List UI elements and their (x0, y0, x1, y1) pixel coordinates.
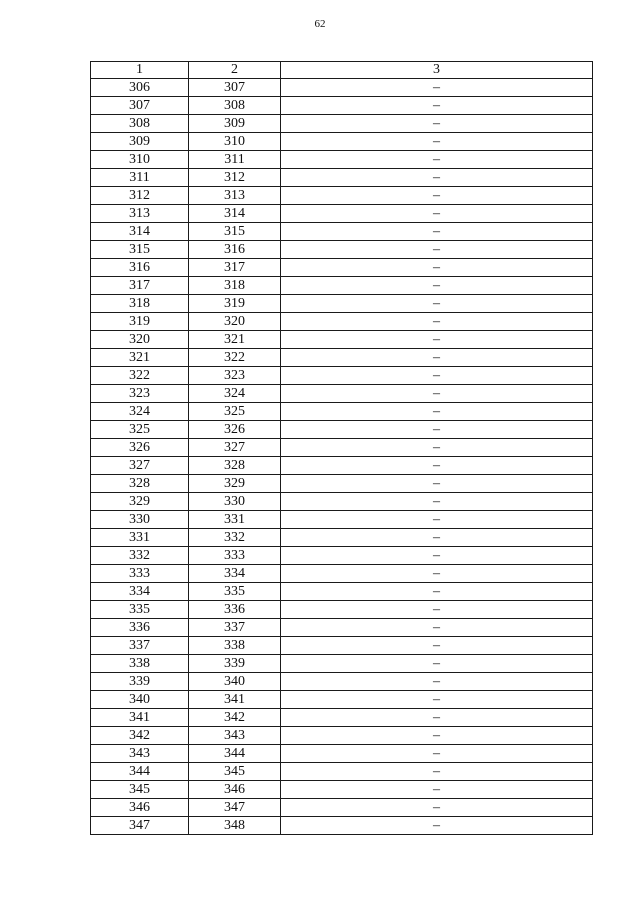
table-row (91, 187, 593, 205)
cell-col-2: 325 (189, 403, 281, 421)
cell-col-2: 319 (189, 295, 281, 313)
table-row (91, 223, 593, 241)
cell-col-3: – (281, 367, 593, 385)
table-row (91, 457, 593, 475)
cell-col-3: – (281, 457, 593, 475)
cell-col-2: 323 (189, 367, 281, 385)
cell-col-3: – (281, 781, 593, 799)
table-row (91, 133, 593, 151)
cell-col-1: 341 (91, 709, 189, 727)
table-row (91, 583, 593, 601)
cell-col-1: 307 (91, 97, 189, 115)
cell-col-3: – (281, 817, 593, 835)
cell-col-3: – (281, 511, 593, 529)
table-row (91, 511, 593, 529)
cell-col-3: – (281, 565, 593, 583)
cell-col-1: 334 (91, 583, 189, 601)
cell-col-2: 311 (189, 151, 281, 169)
cell-col-1: 314 (91, 223, 189, 241)
table-row (91, 367, 593, 385)
table-row (91, 529, 593, 547)
cell-col-1: 340 (91, 691, 189, 709)
table-row (91, 763, 593, 781)
cell-col-2: 322 (189, 349, 281, 367)
cell-col-3: – (281, 421, 593, 439)
cell-col-3: – (281, 619, 593, 637)
cell-col-2: 320 (189, 313, 281, 331)
table-row (91, 817, 593, 835)
table-body (91, 79, 593, 835)
cell-col-2: 310 (189, 133, 281, 151)
cell-col-1: 346 (91, 799, 189, 817)
cell-col-3: – (281, 655, 593, 673)
table-row (91, 421, 593, 439)
cell-col-1: 306 (91, 79, 189, 97)
table-row (91, 547, 593, 565)
cell-col-1: 337 (91, 637, 189, 655)
cell-col-2: 341 (189, 691, 281, 709)
cell-col-2: 346 (189, 781, 281, 799)
cell-col-3: – (281, 349, 593, 367)
cell-col-3: – (281, 295, 593, 313)
cell-col-2: 339 (189, 655, 281, 673)
cell-col-1: 333 (91, 565, 189, 583)
cell-col-2: 309 (189, 115, 281, 133)
cell-col-1: 317 (91, 277, 189, 295)
cell-col-3: – (281, 79, 593, 97)
cell-col-3: – (281, 745, 593, 763)
cell-col-3: – (281, 601, 593, 619)
cell-col-2: 343 (189, 727, 281, 745)
cell-col-2: 324 (189, 385, 281, 403)
table-row (91, 259, 593, 277)
cell-col-1: 312 (91, 187, 189, 205)
cell-col-1: 311 (91, 169, 189, 187)
column-header-2: 2 (189, 62, 281, 79)
table-row (91, 241, 593, 259)
cell-col-2: 335 (189, 583, 281, 601)
cell-col-2: 347 (189, 799, 281, 817)
cell-col-3: – (281, 385, 593, 403)
cell-col-1: 318 (91, 295, 189, 313)
cell-col-2: 334 (189, 565, 281, 583)
table-row (91, 295, 593, 313)
cell-col-3: – (281, 187, 593, 205)
cell-col-1: 345 (91, 781, 189, 799)
cell-col-3: – (281, 259, 593, 277)
table-row (91, 745, 593, 763)
cell-col-1: 316 (91, 259, 189, 277)
table-row (91, 169, 593, 187)
cell-col-3: – (281, 673, 593, 691)
cell-col-1: 323 (91, 385, 189, 403)
cell-col-2: 345 (189, 763, 281, 781)
cell-col-2: 328 (189, 457, 281, 475)
table-row (91, 619, 593, 637)
cell-col-1: 344 (91, 763, 189, 781)
cell-col-3: – (281, 709, 593, 727)
cell-col-1: 328 (91, 475, 189, 493)
cell-col-1: 339 (91, 673, 189, 691)
cell-col-2: 313 (189, 187, 281, 205)
cell-col-3: – (281, 205, 593, 223)
cell-col-2: 314 (189, 205, 281, 223)
table-row (91, 331, 593, 349)
table-row (91, 727, 593, 745)
table-row (91, 313, 593, 331)
cell-col-1: 330 (91, 511, 189, 529)
cell-col-1: 327 (91, 457, 189, 475)
cell-col-1: 332 (91, 547, 189, 565)
cell-col-1: 315 (91, 241, 189, 259)
cell-col-3: – (281, 691, 593, 709)
cell-col-3: – (281, 439, 593, 457)
cell-col-1: 322 (91, 367, 189, 385)
table-header-row (91, 62, 593, 79)
table-row (91, 781, 593, 799)
cell-col-2: 330 (189, 493, 281, 511)
table-row (91, 493, 593, 511)
cell-col-3: – (281, 799, 593, 817)
data-table (90, 61, 593, 835)
cell-col-1: 325 (91, 421, 189, 439)
cell-col-2: 329 (189, 475, 281, 493)
table-row (91, 349, 593, 367)
table-row (91, 205, 593, 223)
cell-col-1: 338 (91, 655, 189, 673)
cell-col-3: – (281, 241, 593, 259)
cell-col-1: 319 (91, 313, 189, 331)
cell-col-3: – (281, 97, 593, 115)
table-row (91, 691, 593, 709)
cell-col-2: 326 (189, 421, 281, 439)
table-row (91, 565, 593, 583)
table-row (91, 385, 593, 403)
cell-col-1: 329 (91, 493, 189, 511)
cell-col-2: 318 (189, 277, 281, 295)
cell-col-2: 315 (189, 223, 281, 241)
cell-col-1: 347 (91, 817, 189, 835)
cell-col-3: – (281, 529, 593, 547)
cell-col-1: 336 (91, 619, 189, 637)
table-row (91, 151, 593, 169)
cell-col-1: 331 (91, 529, 189, 547)
cell-col-3: – (281, 475, 593, 493)
table-row (91, 115, 593, 133)
cell-col-2: 327 (189, 439, 281, 457)
cell-col-3: – (281, 115, 593, 133)
table-row (91, 709, 593, 727)
cell-col-3: – (281, 151, 593, 169)
cell-col-3: – (281, 223, 593, 241)
cell-col-2: 332 (189, 529, 281, 547)
table-row (91, 799, 593, 817)
cell-col-2: 338 (189, 637, 281, 655)
table-row (91, 403, 593, 421)
cell-col-1: 321 (91, 349, 189, 367)
column-header-3: 3 (281, 62, 593, 79)
cell-col-3: – (281, 493, 593, 511)
table-row (91, 475, 593, 493)
cell-col-2: 344 (189, 745, 281, 763)
cell-col-2: 331 (189, 511, 281, 529)
cell-col-2: 348 (189, 817, 281, 835)
cell-col-3: – (281, 637, 593, 655)
cell-col-2: 316 (189, 241, 281, 259)
cell-col-3: – (281, 763, 593, 781)
cell-col-3: – (281, 277, 593, 295)
cell-col-2: 342 (189, 709, 281, 727)
table-row (91, 601, 593, 619)
table-row (91, 277, 593, 295)
column-header-1: 1 (91, 62, 189, 79)
cell-col-1: 326 (91, 439, 189, 457)
cell-col-2: 312 (189, 169, 281, 187)
cell-col-1: 310 (91, 151, 189, 169)
cell-col-2: 336 (189, 601, 281, 619)
cell-col-2: 321 (189, 331, 281, 349)
cell-col-3: – (281, 547, 593, 565)
cell-col-1: 343 (91, 745, 189, 763)
cell-col-1: 335 (91, 601, 189, 619)
table-row (91, 79, 593, 97)
cell-col-1: 309 (91, 133, 189, 151)
table-row (91, 97, 593, 115)
cell-col-1: 308 (91, 115, 189, 133)
table-row (91, 439, 593, 457)
cell-col-1: 324 (91, 403, 189, 421)
table-row (91, 655, 593, 673)
cell-col-1: 320 (91, 331, 189, 349)
cell-col-2: 333 (189, 547, 281, 565)
cell-col-2: 307 (189, 79, 281, 97)
cell-col-3: – (281, 133, 593, 151)
cell-col-3: – (281, 313, 593, 331)
cell-col-2: 337 (189, 619, 281, 637)
cell-col-3: – (281, 583, 593, 601)
cell-col-2: 317 (189, 259, 281, 277)
cell-col-3: – (281, 403, 593, 421)
table-row (91, 637, 593, 655)
cell-col-1: 342 (91, 727, 189, 745)
cell-col-2: 308 (189, 97, 281, 115)
page-number: 62 (314, 18, 326, 30)
cell-col-2: 340 (189, 673, 281, 691)
cell-col-3: – (281, 331, 593, 349)
table-row (91, 673, 593, 691)
cell-col-1: 313 (91, 205, 189, 223)
cell-col-3: – (281, 727, 593, 745)
cell-col-3: – (281, 169, 593, 187)
